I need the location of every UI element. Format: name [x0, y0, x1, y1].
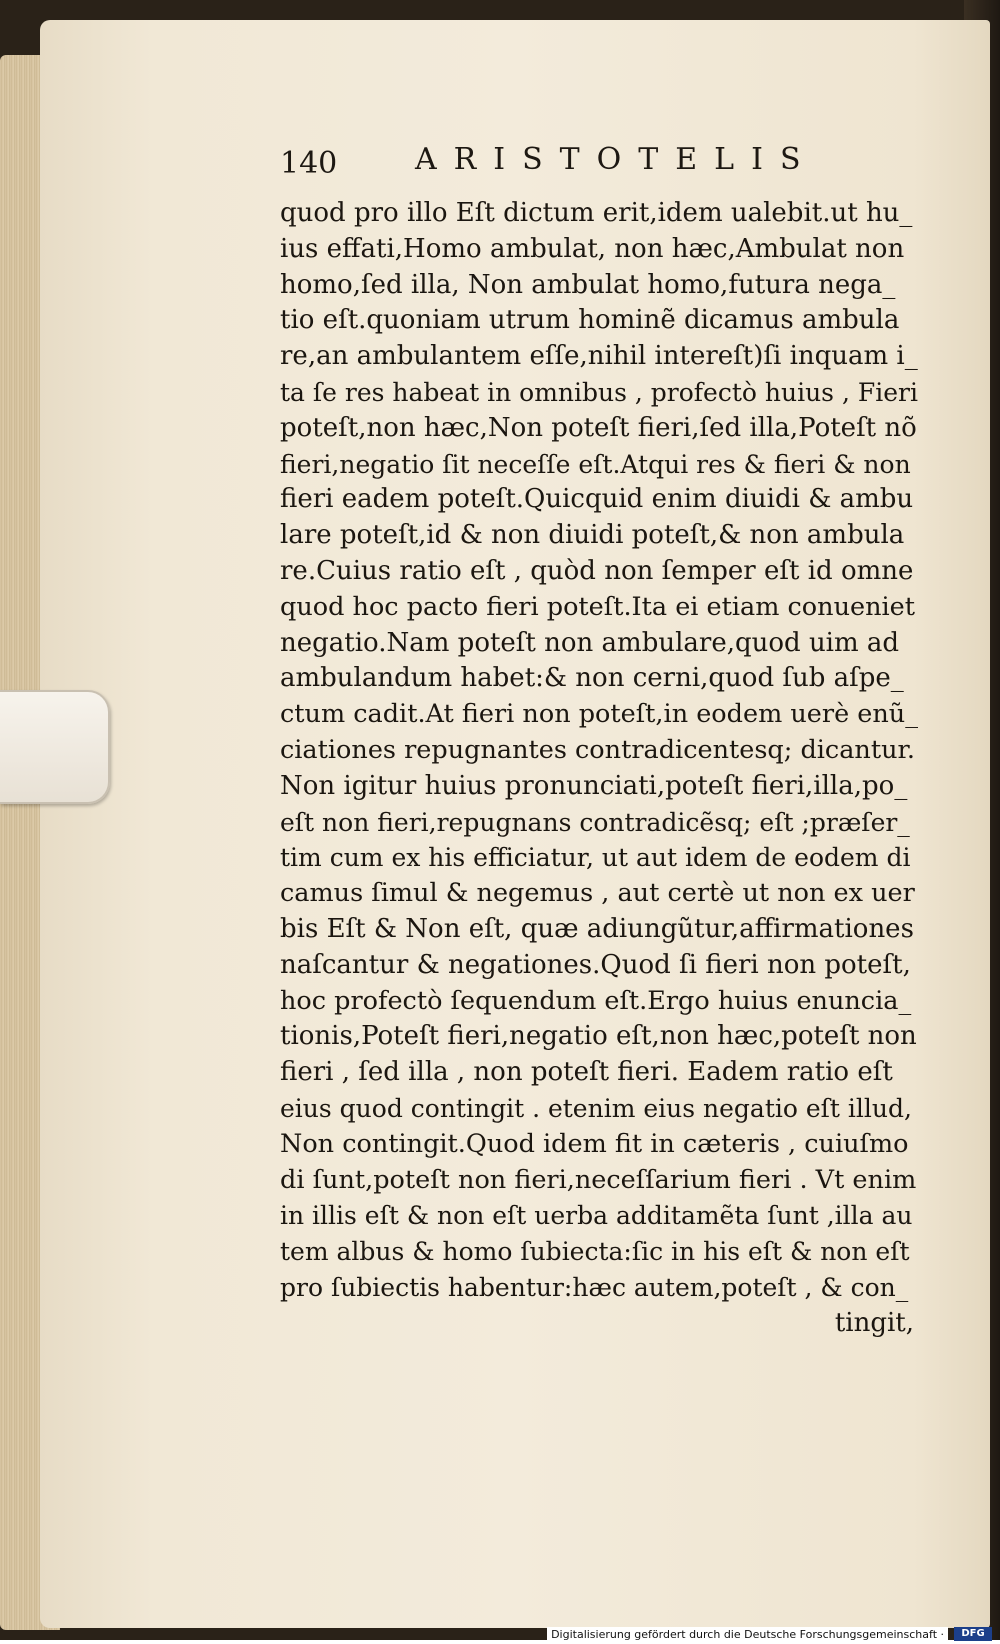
running-title: ARISTOTELIS: [415, 142, 818, 177]
body-text: [280, 196, 920, 1342]
text-line: ta ſe res habeat in omnibus , profectò huius , Fieri: [280, 377, 918, 407]
text-line: Non igitur huius pronunciati,poteſt fieri,illa,po_: [280, 770, 908, 801]
text-line: tio eſt.quoniam utrum hominẽ dicamus ambula: [280, 305, 900, 336]
text-line: negatio.Nam poteſt non ambulare,quod uim ad: [280, 627, 900, 658]
text-line: re.Cuius ratio eſt , quòd non ſemper eſt id omne: [280, 555, 914, 586]
text-line: di ſunt,poteſt non fieri,neceſſarium fieri . Vt enim: [280, 1164, 917, 1195]
text-line: camus ſimul & negemus , aut certè ut non ex uer: [280, 878, 915, 909]
text-line: tionis,Poteſt fieri,negatio eſt,non hæc,poteſt non: [280, 1021, 917, 1052]
page-header: [280, 142, 920, 192]
text-line: ciationes repugnantes contradicentesq; dicantur.: [280, 734, 915, 765]
text-line: eſt non fieri,repugnans contradicẽsq; eſt ;præſer_: [280, 807, 910, 837]
text-line: ambulandum habet:& non cerni,quod ſub aſpe_: [280, 663, 904, 694]
text-line: quod hoc pacto fieri poteſt.Ita ei etiam conueniet: [280, 591, 916, 622]
text-line: poteſt,non hæc,Non poteſt fieri,ſed illa,Poteſt nõ: [280, 412, 917, 443]
text-line: homo,ſed illa, Non ambulat homo,futura nega_: [280, 269, 896, 300]
clip-marker: [0, 690, 110, 804]
catchword: tingit,: [834, 1307, 914, 1338]
text-line: tim cum ex his efficiatur, ut aut idem de eodem di: [280, 843, 911, 873]
text-line: ius effati,Homo ambulat, non hæc,Ambulat non: [280, 233, 905, 264]
text-line: eius quod contingit . etenim eius negatio eſt illud,: [280, 1093, 912, 1123]
text-line: Non contingit.Quod idem fit in cæteris , cuiuſmo: [280, 1128, 909, 1159]
dfg-logo: DFG: [954, 1627, 992, 1641]
text-line: lare poteſt,id & non diuidi poteſt,& non ambula: [280, 520, 905, 551]
text-line: fieri , ſed illa , non poteſt fieri. Eadem ratio eſt: [280, 1057, 893, 1088]
text-line: pro ſubiectis habentur:hæc autem,poteſt , & con_: [280, 1272, 909, 1302]
text-line: fieri eadem poteſt.Quicquid enim diuidi & ambu: [280, 484, 914, 515]
text-line: fieri,negatio ſit neceſſe eſt.Atqui res & fieri & non: [280, 449, 911, 479]
text-line: re,an ambulantem eſſe,nihil intereſt)ſi inquam i_: [280, 341, 918, 372]
page-number: 140: [280, 146, 338, 181]
funding-credit: Digitalisierung gefördert durch die Deutsche Forschungsgemeinschaft ·: [547, 1627, 948, 1642]
text-line: naſcantur & negationes.Quod ſi fieri non poteſt,: [280, 949, 911, 980]
text-line: quod pro illo Eſt dictum erit,idem ualebit.ut hu_: [280, 198, 913, 228]
text-line: bis Eſt & Non eſt, quæ adiungũtur,affirmationes: [280, 913, 914, 944]
text-line: in illis eſt & non eſt uerba additamẽta ſunt ,illa au: [280, 1201, 913, 1231]
text-line: tem albus & homo ſubiecta:ſic in his eſt & non eſt: [280, 1237, 910, 1267]
text-line: hoc profectò ſequendum eſt.Ergo huius enuncia_: [280, 985, 912, 1016]
text-line: ctum cadit.At fieri non poteſt,in eodem uerè enũ_: [280, 699, 918, 730]
